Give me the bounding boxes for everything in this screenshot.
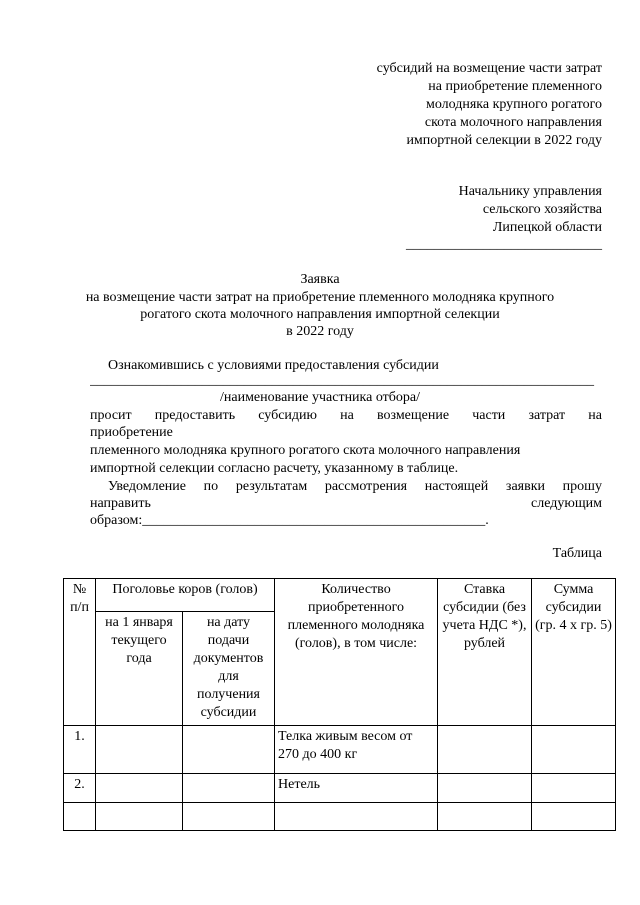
notice-line-2-left: направить [90, 496, 151, 511]
participant-caption: /наименование участника отбора/ [219, 390, 421, 405]
addressee-signature-line: ____________________________ [406, 237, 602, 252]
row-sum [532, 774, 616, 803]
subtitle-line-3: в 2022 году [286, 324, 354, 339]
notice-word: настоящей [424, 479, 489, 494]
row-qty: Нетель [275, 774, 438, 803]
header-num: № п/п [64, 579, 96, 726]
notice-word: заявки [505, 479, 546, 494]
notice-word: результатам [235, 479, 308, 494]
header-rate: Ставка субсидии (без учета НДС *), рублей [438, 579, 532, 726]
notice-line-1 [108, 478, 602, 496]
request-line-1b: приобретение [90, 425, 173, 440]
row-rate [438, 803, 532, 831]
intro-text: Ознакомившись с условиями предоставления субсидии [108, 358, 439, 373]
subsidy-table [63, 578, 616, 831]
header-sum: Сумма субсидии (гр. 4 х гр. 5) [532, 579, 616, 726]
row-num: 1. [64, 726, 96, 774]
row-rate [438, 774, 532, 803]
row-jan [96, 803, 183, 831]
row-qty [275, 803, 438, 831]
row-sum [532, 726, 616, 774]
notice-line-3: образом:_________________________________________________. [90, 513, 489, 528]
row-num: 2. [64, 774, 96, 803]
request-word: просит [90, 408, 132, 423]
row-date [183, 774, 275, 803]
addressee-line-3: Липецкой области [492, 220, 602, 235]
request-line-3: импортной селекции согласно расчету, указанному в таблице. [90, 461, 459, 476]
notice-word: по [203, 479, 219, 494]
request-line-1 [90, 407, 602, 425]
request-word: возмещение [376, 408, 450, 423]
request-word: затрат [528, 408, 566, 423]
notice-line-2 [90, 495, 602, 513]
request-word: части [472, 408, 506, 423]
table-row [64, 803, 616, 831]
header-line-3: молодняка крупного рогатого [425, 97, 602, 112]
request-word: предоставить [154, 408, 236, 423]
header-line-1: субсидий на возмещение части затрат [376, 61, 602, 76]
header-cows: Поголовье коров (голов) [96, 579, 275, 612]
header-cows-jan: на 1 января текущего года [96, 612, 183, 726]
addressee-line-1: Начальнику управления [458, 184, 602, 199]
notice-word: рассмотрения [324, 479, 408, 494]
row-rate [438, 726, 532, 774]
row-qty: Телка живым весом от 270 до 400 кг [275, 726, 438, 774]
notice-word: прошу [562, 479, 602, 494]
notice-word: Уведомление [108, 479, 187, 494]
table-row [64, 774, 616, 803]
row-date [183, 726, 275, 774]
request-word: субсидию [258, 408, 317, 423]
notice-line-2-right: следующим [531, 496, 602, 511]
subtitle-line-2: рогатого скота молочного направления импортной селекции [140, 307, 500, 322]
header-cows-date: на дату подачи документов для получения субсидии [183, 612, 275, 726]
subtitle-line-1: на возмещение части затрат на приобретение племенного молодняка крупного [85, 290, 555, 305]
header-quantity: Количество приобретенного племенного молодняка (голов), в том числе: [275, 579, 438, 726]
row-jan [96, 726, 183, 774]
row-sum [532, 803, 616, 831]
row-date [183, 803, 275, 831]
document-title: Заявка [300, 272, 340, 287]
row-jan [96, 774, 183, 803]
participant-line: ________________________________________________________________________ [90, 373, 594, 388]
request-line-2: племенного молодняка крупного рогатого скота молочного направления [90, 443, 521, 458]
header-line-5: импортной селекции в 2022 году [406, 133, 602, 148]
request-word: на [588, 408, 602, 423]
addressee-line-2: сельского хозяйства [482, 202, 602, 217]
table-row [64, 726, 616, 774]
header-line-4: скота молочного направления [424, 115, 602, 130]
request-word: на [340, 408, 354, 423]
header-line-2: на приобретение племенного [428, 79, 602, 94]
row-num [64, 803, 96, 831]
table-caption: Таблица [552, 546, 602, 561]
